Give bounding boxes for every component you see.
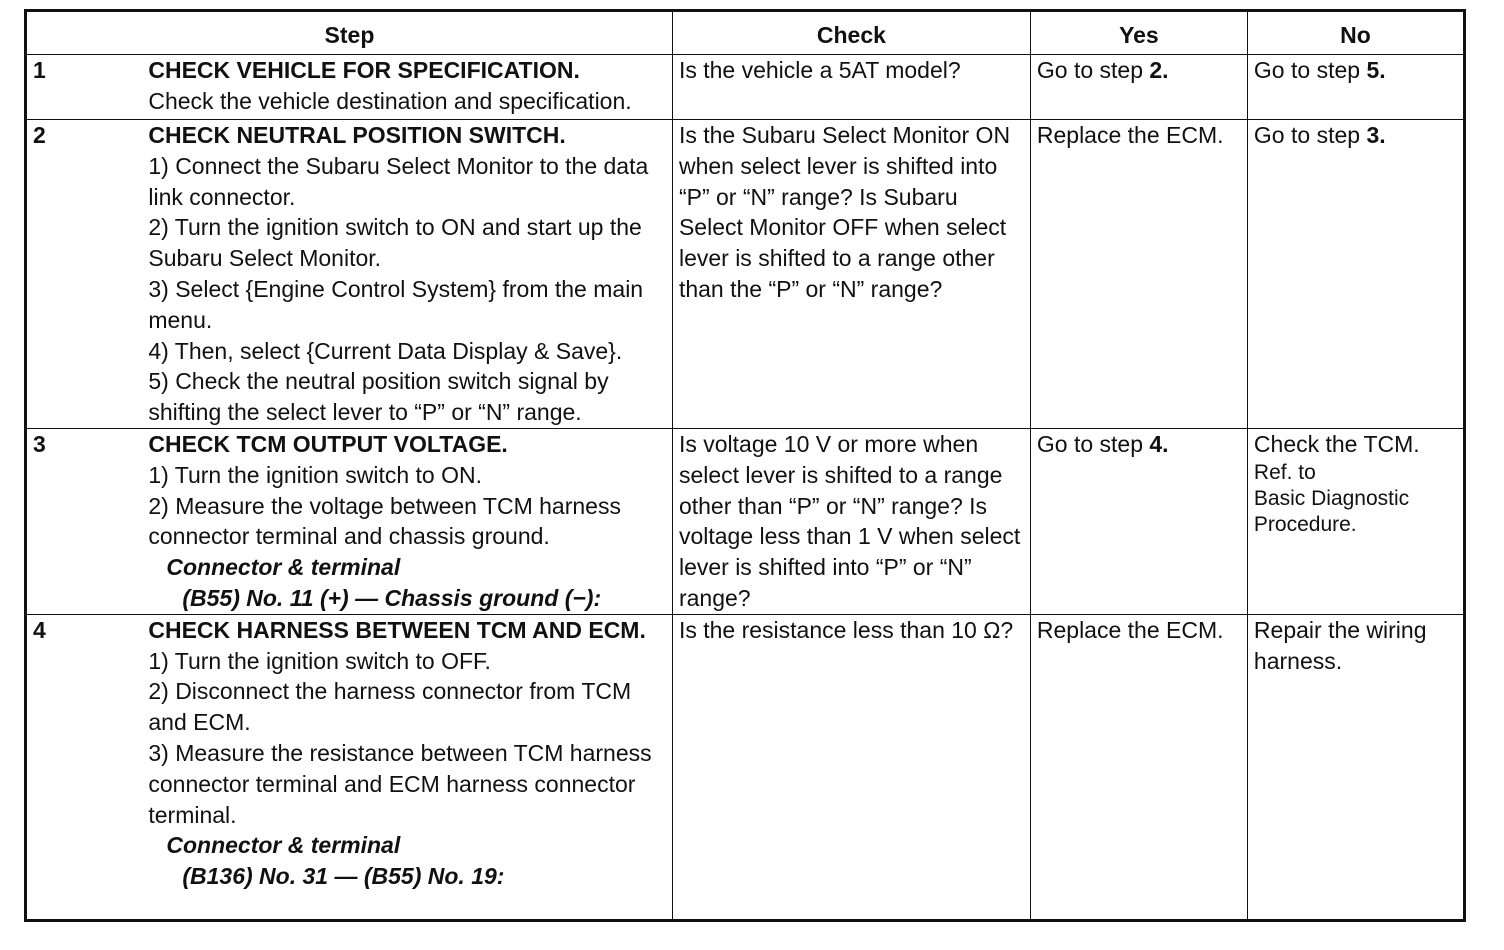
yes-text: Go to step: [1036, 431, 1150, 457]
step-instruction: 2) Turn the ignition switch to ON and start up the Subaru Select Monitor.: [148, 214, 642, 272]
diagnostic-table: [24, 9, 1466, 922]
connector-value: (B55) No. 11 (+) — Chassis ground (−):: [182, 584, 602, 611]
no-text: Check the TCM.: [1253, 431, 1420, 457]
no-cell: [1247, 120, 1464, 429]
yes-cell: Replace the ECM.: [1030, 120, 1247, 429]
check-cell: Is the Subaru Select Monitor ON when select lever is shifted into “P” or “N” range? Is Subaru Select Monitor OFF when select lever is shifted to a range other than the “P” or “N” range?: [672, 120, 1030, 429]
no-step-link[interactable]: 3.: [1366, 122, 1386, 148]
table-row: [26, 55, 1465, 120]
header-row: [26, 11, 1465, 55]
step-instruction: 2) Measure the voltage between TCM harness connector terminal and chassis ground.: [148, 492, 621, 550]
step-instruction: 5) Check the neutral position switch signal by shifting the select lever to “P” or “N” range.: [148, 368, 609, 426]
no-cell: Repair the wiring harness.: [1247, 614, 1464, 920]
step-heading: CHECK TCM OUTPUT VOLTAGE.: [148, 431, 508, 457]
reference-link[interactable]: Basic Diagnostic Procedure.: [1253, 486, 1410, 536]
step-instruction: 2) Disconnect the harness connector from TCM and ECM.: [148, 678, 632, 736]
no-text: Go to step: [1253, 122, 1367, 148]
yes-cell: Replace the ECM.: [1030, 614, 1247, 920]
yes-step-link[interactable]: 4.: [1149, 431, 1169, 457]
header-no: No: [1247, 11, 1464, 55]
step-number: 2: [26, 120, 143, 429]
yes-cell: [1030, 429, 1247, 615]
connector-value: (B136) No. 31 — (B55) No. 19:: [182, 863, 505, 890]
no-step-link[interactable]: 5.: [1366, 57, 1386, 83]
step-number: 4: [26, 614, 143, 920]
table-row: [26, 614, 1465, 920]
yes-cell: [1030, 55, 1247, 120]
step-heading: CHECK HARNESS BETWEEN TCM AND ECM.: [148, 616, 646, 643]
table-row: [26, 429, 1465, 615]
step-instruction: 1) Turn the ignition switch to OFF.: [148, 647, 491, 674]
step-heading: CHECK VEHICLE FOR SPECIFICATION.: [148, 57, 580, 83]
header-yes: Yes: [1030, 11, 1247, 55]
step-instruction: Check the vehicle destination and specification.: [148, 87, 632, 114]
check-cell: Is the resistance less than 10 Ω?: [672, 614, 1030, 920]
step-description: [142, 55, 672, 120]
table-row: [26, 120, 1465, 429]
yes-step-link[interactable]: 2.: [1149, 57, 1169, 83]
step-number: 1: [26, 55, 143, 120]
connector-label: Connector & terminal: [166, 554, 401, 581]
step-heading: CHECK NEUTRAL POSITION SWITCH.: [148, 122, 566, 148]
step-instruction: 1) Connect the Subaru Select Monitor to the data link connector.: [148, 152, 649, 210]
header-step: Step: [26, 11, 673, 55]
step-description: [142, 120, 672, 429]
step-instruction: 3) Measure the resistance between TCM harness connector terminal and ECM harness connector terminal.: [148, 739, 652, 828]
step-description: [142, 614, 672, 920]
step-description: [142, 429, 672, 615]
no-cell: [1247, 429, 1464, 615]
step-instruction: 4) Then, select {Current Data Display & Save}.: [148, 337, 623, 364]
no-cell: [1247, 55, 1464, 120]
check-cell: Is the vehicle a 5AT model?: [672, 55, 1030, 120]
step-instruction: 3) Select {Engine Control System} from the main menu.: [148, 275, 644, 333]
yes-text: Go to step: [1036, 57, 1150, 83]
no-text: Go to step: [1253, 57, 1367, 83]
step-number: 3: [26, 429, 143, 615]
header-check: Check: [672, 11, 1030, 55]
reference-text: Ref. to: [1253, 460, 1316, 484]
step-instruction: 1) Turn the ignition switch to ON.: [148, 461, 483, 488]
check-cell: Is voltage 10 V or more when select lever is shifted to a range other than “P” or “N” range? Is voltage less than 1 V when select lever is shifted into “P” or “N” range?: [672, 429, 1030, 615]
connector-label: Connector & terminal: [166, 832, 401, 859]
